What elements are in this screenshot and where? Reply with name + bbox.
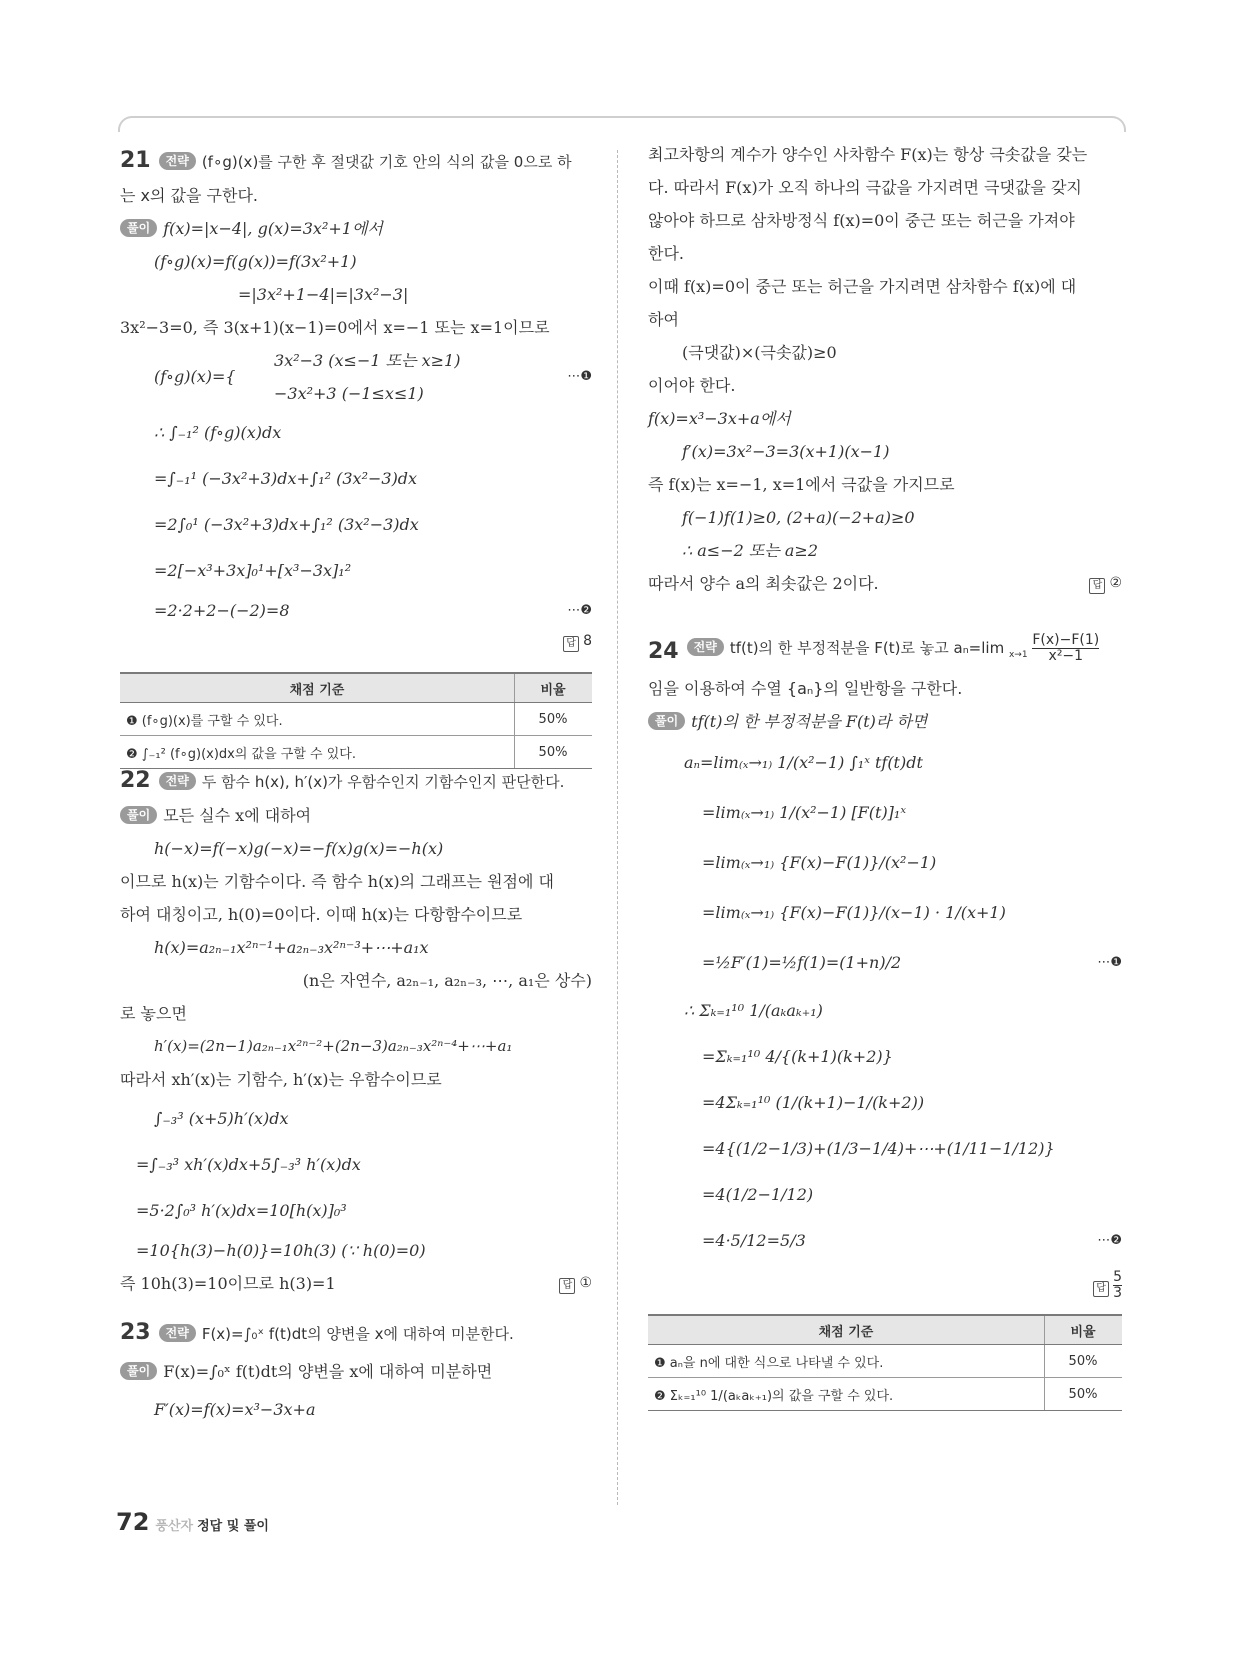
problem-24 [648,632,1122,1411]
brand-watermark: 풍산자 [155,1519,194,1534]
solution-line: 따라서 xh′(x)는 기함수, h′(x)는 우함수이므로 [120,1070,442,1089]
problem-23-continued [648,138,1122,600]
problem-23-header [120,1318,592,1351]
solution-line: 즉 10h(3)=10이므로 h(3)=1 [120,1274,336,1293]
solution-line: aₙ=lim₍ₓ→₁₎ 1/(x²−1) ∫₁ˣ tf(t)dt [684,753,923,772]
answer: 답 ① [559,1267,592,1300]
solution-line: =∫₋₁¹ (−3x²+3)dx+∫₁² (3x²−3)dx [154,469,418,488]
grading-table [648,1314,1122,1411]
problem-number: 24 [648,639,679,664]
solution-line: 따라서 양수 a의 최솟값은 2이다. [648,574,879,593]
piecewise-label: (f∘g)(x)={ [154,367,236,386]
solution-line: =2·2+2−(−2)=8 [154,601,290,620]
table-row: ❷ Σₖ₌₁¹⁰ 1/(aₖaₖ₊₁)의 값을 구할 수 있다. 50% [648,1378,1122,1411]
step-marker-2: ⋯❷ [1097,1233,1122,1248]
table-row: ❷ ∫₋₁² (f∘g)(x)dx의 값을 구할 수 있다. 50% [120,736,592,769]
strategy-text: 두 함수 h(x), h′(x)가 우함수인지 기함수인지 판단한다. [201,773,565,791]
solution-tag: 풀이 [120,806,157,824]
solution-line: ∴ Σₖ₌₁¹⁰ 1/(aₖaₖ₊₁) [684,1001,823,1020]
solution-line: 하여 [648,310,679,329]
strategy-text-cont: 는 x의 값을 구한다. [120,186,259,205]
solution-line: 이어야 한다. [648,376,736,395]
solution-line: 이때 f(x)=0이 중근 또는 허근을 가지려면 삼차함수 f(x)에 대 [648,277,1077,296]
problem-23 [120,1318,592,1426]
strategy-text: F(x)=∫₀ˣ f(t)dt의 양변을 x에 대하여 미분한다. [201,1325,514,1343]
solution-line: 풀이 F(x)=∫₀ˣ f(t)dt의 양변을 x에 대하여 미분하면 [120,1351,592,1393]
section-title: 정답 및 풀이 [197,1519,269,1534]
problem-21-header [120,146,592,179]
solution-line: 풀이 tf(t)의 한 부정적분을 F(t)라 하면 [648,705,1122,738]
strategy-text: (f∘g)(x)를 구한 후 절댓값 기호 안의 식의 값을 0으로 하 [201,153,572,171]
solution-line: 로 놓으면 [120,1004,187,1023]
solution-tag: 풀이 [120,219,157,237]
problem-21 [120,146,592,769]
piecewise-bottom: −3x²+3 (−1≤x≤1) [274,384,424,403]
table-row: ❶ aₙ을 n에 대한 식으로 나타낼 수 있다. 50% [648,1345,1122,1378]
solution-line: 이므로 h(x)는 기함수이다. 즉 함수 h(x)의 그래프는 원점에 대 [120,872,554,891]
answer-icon: 답 [1093,1281,1109,1297]
problem-22 [120,766,592,1300]
answer-icon: 답 [559,1278,575,1294]
strategy-tag: 전략 [687,638,724,656]
solution-line: 풀이 f(x)=|x−4|, g(x)=3x²+1에서 [120,212,592,245]
problem-number: 21 [120,148,151,173]
answer: 답 $\frac{5}{3}$ [1093,1270,1122,1301]
answer-icon: 답 [1089,578,1105,594]
problem-24-header [648,632,1122,672]
solution-line: =|3x²+1−4|=|3x²−3| [238,285,409,304]
solution-line: =4Σₖ₌₁¹⁰ (1/(k+1)−1/(k+2)) [702,1093,925,1112]
table-header: 채점 기준 [648,1315,1045,1345]
solution-line: =2∫₀¹ (−3x²+3)dx+∫₁² (3x²−3)dx [154,515,419,534]
solution-line: =lim₍ₓ→₁₎ {F(x)−F(1)}/(x−1) · 1/(x+1) [702,903,1006,922]
solution-tag: 풀이 [120,1362,157,1380]
solution-line: (n은 자연수, a₂ₙ₋₁, a₂ₙ₋₃, ⋯, a₁은 상수) [302,971,592,990]
table-row: ❶ (f∘g)(x)를 구할 수 있다. 50% [120,703,592,736]
grading-table [120,672,592,769]
answer: 답 8 [563,633,592,652]
table-header: 비율 [1045,1315,1123,1345]
solution-line: h(x)=a₂ₙ₋₁x²ⁿ⁻¹+a₂ₙ₋₃x²ⁿ⁻³+⋯+a₁x [154,938,429,957]
strategy-fraction: $\frac{F(x)-F(1)}{\text{x²−1}}$ [1032,632,1100,664]
solution-line: =Σₖ₌₁¹⁰ 4/{(k+1)(k+2)} [702,1047,893,1066]
solution-line: f′(x)=3x²−3=3(x+1)(x−1) [682,442,890,461]
solution-line: =lim₍ₓ→₁₎ 1/(x²−1) [F(t)]₁ˣ [702,803,907,822]
page-top-frame [118,116,1126,132]
solution-line: ∴ a≤−2 또는 a≥2 [682,541,819,560]
strategy-tag: 전략 [159,772,196,790]
solution-line: =10{h(3)−h(0)}=10h(3) (∵ h(0)=0) [136,1241,426,1260]
answer-icon: 답 [563,636,579,652]
solution-line: =4{(1/2−1/3)+(1/3−1/4)+⋯+(1/11−1/12)} [702,1139,1055,1158]
page-footer [116,1508,269,1536]
page-number: 72 [116,1508,150,1536]
solution-line: 즉 f(x)는 x=−1, x=1에서 극값을 가지므로 [648,475,955,494]
step-marker-1: ⋯❶ [1097,955,1122,970]
solution-line: =½F′(1)=½f(1)=(1+n)/2 [702,953,902,972]
strategy-tag: 전략 [159,1324,196,1342]
strategy-tag: 전략 [159,152,196,170]
solution-line: h′(x)=(2n−1)a₂ₙ₋₁x²ⁿ⁻²+(2n−3)a₂ₙ₋₃x²ⁿ⁻⁴+⋯+a₁ [154,1037,513,1055]
solution-tag: 풀이 [648,712,685,730]
solution-line: 3x²−3=0, 즉 3(x+1)(x−1)=0에서 x=−1 또는 x=1이므로 [120,318,550,337]
solution-line: F′(x)=f(x)=x³−3x+a [154,1400,316,1419]
solution-line: ∴ ∫₋₁² (f∘g)(x)dx [154,423,282,442]
solution-line: =4(1/2−1/12) [702,1185,814,1204]
piecewise-top: 3x²−3 (x≤−1 또는 x≥1) [274,351,461,370]
step-marker-2: ⋯❷ [567,603,592,618]
table-header: 비율 [515,673,593,703]
solution-line: f(x)=x³−3x+a에서 [648,409,791,428]
solution-line: 최고차항의 계수가 양수인 사차함수 F(x)는 항상 극솟값을 갖는 [648,145,1088,164]
solution-line: =4·5/12=5/3 [702,1231,806,1250]
solution-line: (f∘g)(x)=f(g(x))=f(3x²+1) [154,252,357,271]
table-header: 채점 기준 [120,673,515,703]
solution-line: =∫₋₃³ xh′(x)dx+5∫₋₃³ h′(x)dx [136,1155,361,1174]
limit-subscript: x→1 [1008,650,1028,660]
solution-line: 않아야 하므로 삼차방정식 f(x)=0이 중근 또는 허근을 가져야 [648,211,1075,230]
solution-line: 하여 대칭이고, h(0)=0이다. 이때 h(x)는 다항함수이므로 [120,905,523,924]
solution-line: ∫₋₃³ (x+5)h′(x)dx [154,1109,289,1128]
strategy-text-cont: 임을 이용하여 수열 {aₙ}의 일반항을 구한다. [648,679,963,698]
solution-line: 풀이 모든 실수 x에 대하여 [120,799,592,832]
solution-line: =2[−x³+3x]₀¹+[x³−3x]₁² [154,561,352,580]
solution-line: f(−1)f(1)≥0, (2+a)(−2+a)≥0 [682,508,915,527]
solution-line: 한다. [648,244,684,263]
problem-number: 22 [120,768,151,793]
solution-line: =5·2∫₀³ h′(x)dx=10[h(x)]₀³ [136,1201,347,1220]
column-divider [617,150,618,1505]
step-marker-1: ⋯❶ [567,369,592,384]
solution-line: (극댓값)×(극솟값)≥0 [682,343,837,362]
solution-line: h(−x)=f(−x)g(−x)=−f(x)g(x)=−h(x) [154,839,444,858]
strategy-text: tf(t)의 한 부정적분을 F(t)로 놓고 aₙ=lim [729,639,1005,657]
problem-number: 23 [120,1320,151,1345]
answer: 답 ② [1089,567,1122,600]
solution-line: 다. 따라서 F(x)가 오직 하나의 극값을 가지려면 극댓값을 갖지 [648,178,1082,197]
solution-line: =lim₍ₓ→₁₎ {F(x)−F(1)}/(x²−1) [702,853,937,872]
problem-22-header [120,766,592,799]
